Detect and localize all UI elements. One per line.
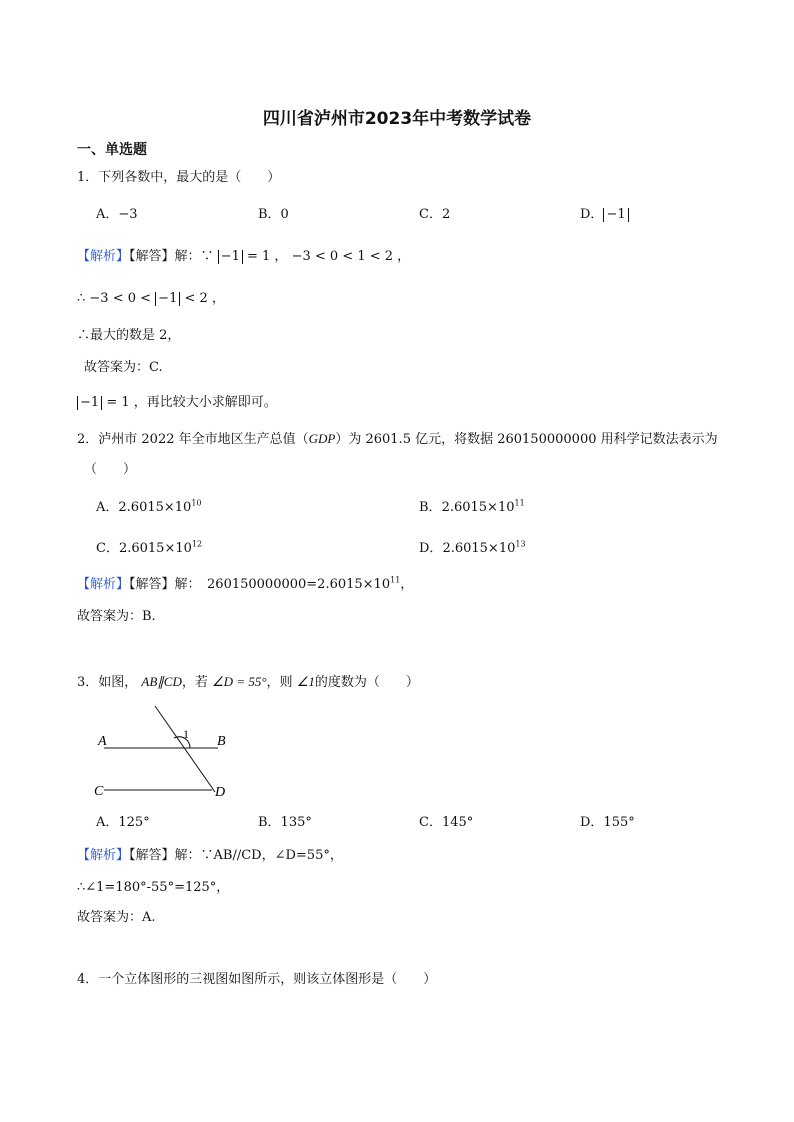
abs-value: −1 [77,396,102,410]
q2-stem-paren: （ ） [84,462,137,477]
analysis-tag: 【解析】 [77,848,130,863]
q3-option-d: D．155° [580,815,635,830]
q3-answer: 故答案为：A. [77,910,156,925]
q3-option-c: C．145° [419,815,474,830]
q1-stem: 1．下列各数中，最大的是（ ） [77,170,281,185]
q1-answer: 故答案为：C. [84,360,163,375]
transversal-line [155,706,215,792]
parallel-lines-figure [90,700,240,805]
q3-stem: 3．如图， AB∥CD，若 ∠D = 55°，则 ∠1的度数为（ ） [77,674,419,690]
q2-solution-line1: 【解析】【解答】解： $260150000000=2.6015\times 10^{11}$， [77,575,414,592]
q3-solution-line2: ∴∠1=180°-55°=125°， [77,880,230,895]
q3-solution-line1: 【解析】【解答】解：∵AB//CD，∠D=55°， [77,848,343,863]
answer-tag: 【解答】 [129,848,175,863]
section-heading: 一、单选题 [77,142,147,158]
q3-option-b: B．135° [258,815,312,830]
q3-option-a: A．125° [96,815,150,830]
q1-option-d [580,203,629,222]
q1-solution-line1: 【解析】【解答】解：∵ −1 = 1 ， −3 < 0 < 1 < 2 ， [77,249,411,264]
q1-option-a: A．−3 [96,207,138,222]
label-c: C [94,784,104,799]
q2-option-a: A．$2.6015\times 10^{10}$ [96,498,202,515]
q1-option-b: B．0 [258,207,289,222]
q1-option-c: C．2 [419,207,451,222]
analysis-tag: 【解析】 [77,577,130,592]
page-title: 四川省泸州市2023年中考数学试卷 [262,109,532,129]
label-angle-1: 1 [183,727,189,741]
q2-option-d: D．$2.6015\times 10^{13}$ [419,539,526,556]
answer-tag: 【解答】 [129,577,175,592]
q1-note: −1 = 1 ，再比较大小求解即可。 [77,391,277,410]
q2-option-b: B．$2.6015\times 10^{11}$ [419,498,525,515]
q2-stem: 2．泸州市 2022 年全市地区生产总值（GDP）为 2601.5 亿元，将数据 260150000000 用科学记数法表示为 [77,431,718,447]
abs-value: −1 [155,292,180,306]
label-a: A [98,734,107,749]
q4-stem: 4．一个立体图形的三视图如图所示，则该立体图形是（ ） [77,972,437,987]
q2-answer: 故答案为：B. [77,609,156,624]
q1-solution-line2: ∴ −3 < 0 < −1 < 2 ， [77,291,225,306]
label-b: B [217,734,226,749]
abs-value: −1 [218,250,243,264]
q2-option-c: C．$2.6015\times 10^{12}$ [96,539,203,556]
q1-solution-line3: ∴最大的数是 2， [77,328,181,343]
answer-tag: 【解答】 [129,249,175,264]
analysis-tag: 【解析】 [77,249,130,264]
q1-option-d-abs: −1 [603,208,628,222]
label-d: D [215,785,226,800]
q1-option-d-label: D． [580,207,604,222]
